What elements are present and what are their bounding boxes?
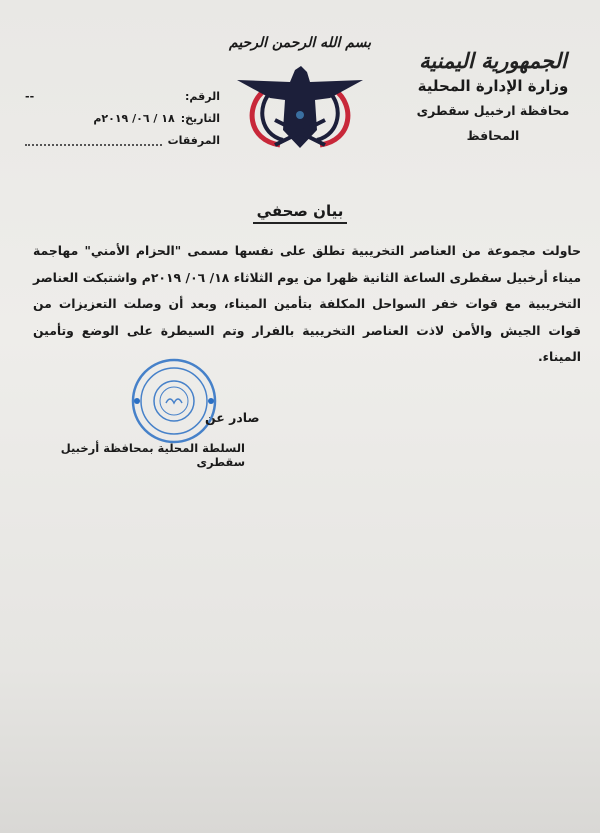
date-label: التاريخ:: [180, 112, 220, 125]
letterhead-right: [398, 48, 588, 143]
yemen-emblem-icon: [235, 60, 365, 155]
ministry-name: وزارة الإدارة المحلية: [417, 77, 569, 95]
attachments-dotted-line: [25, 134, 162, 146]
reference-value: --: [25, 90, 35, 103]
governorate-name: محافظة ارخبيل سقطرى: [416, 103, 570, 118]
issuing-authority: السلطة المحلية بمحافظة أرخبيل سقطرى: [60, 441, 245, 469]
document-title-text: بيان صحفي: [253, 202, 348, 224]
attachments-label: المرفقات: [167, 134, 220, 147]
document-title: [0, 202, 600, 220]
letterhead-left: [25, 90, 220, 156]
reference-label: الرقم:: [185, 90, 220, 103]
office-name: المحافظ: [466, 128, 520, 143]
basmala: بسم الله الرحمن الرحيم: [229, 35, 371, 51]
date-value: ١٨ / ٠٦/ ٢٠١٩م: [93, 112, 175, 125]
official-stamp-icon: [130, 357, 218, 445]
issued-by: صادر عن: [205, 410, 260, 425]
statement-body: حاولت مجموعة من العناصر التخريبية تطلق على نفسها مسمى "الحزام الأمني" مهاجمة ميناء أرخبيل سقطرى الساعة الثانية ظهرا من يوم الثلاثاء ١٨/ ٠٦/ ٢٠١٩م واشتبكت العناصر التخريبية مع قوات خفر السواحل المكلفة بتأمين الميناء، وبعد أن وصلت التعزيزات من قوات الجيش والأمن لاذت العناصر التخريبية بالفرار وتم السيطرة على الوضع وتأمين الميناء.: [33, 243, 581, 364]
republic-name: الجمهورية اليمنية: [419, 48, 567, 73]
